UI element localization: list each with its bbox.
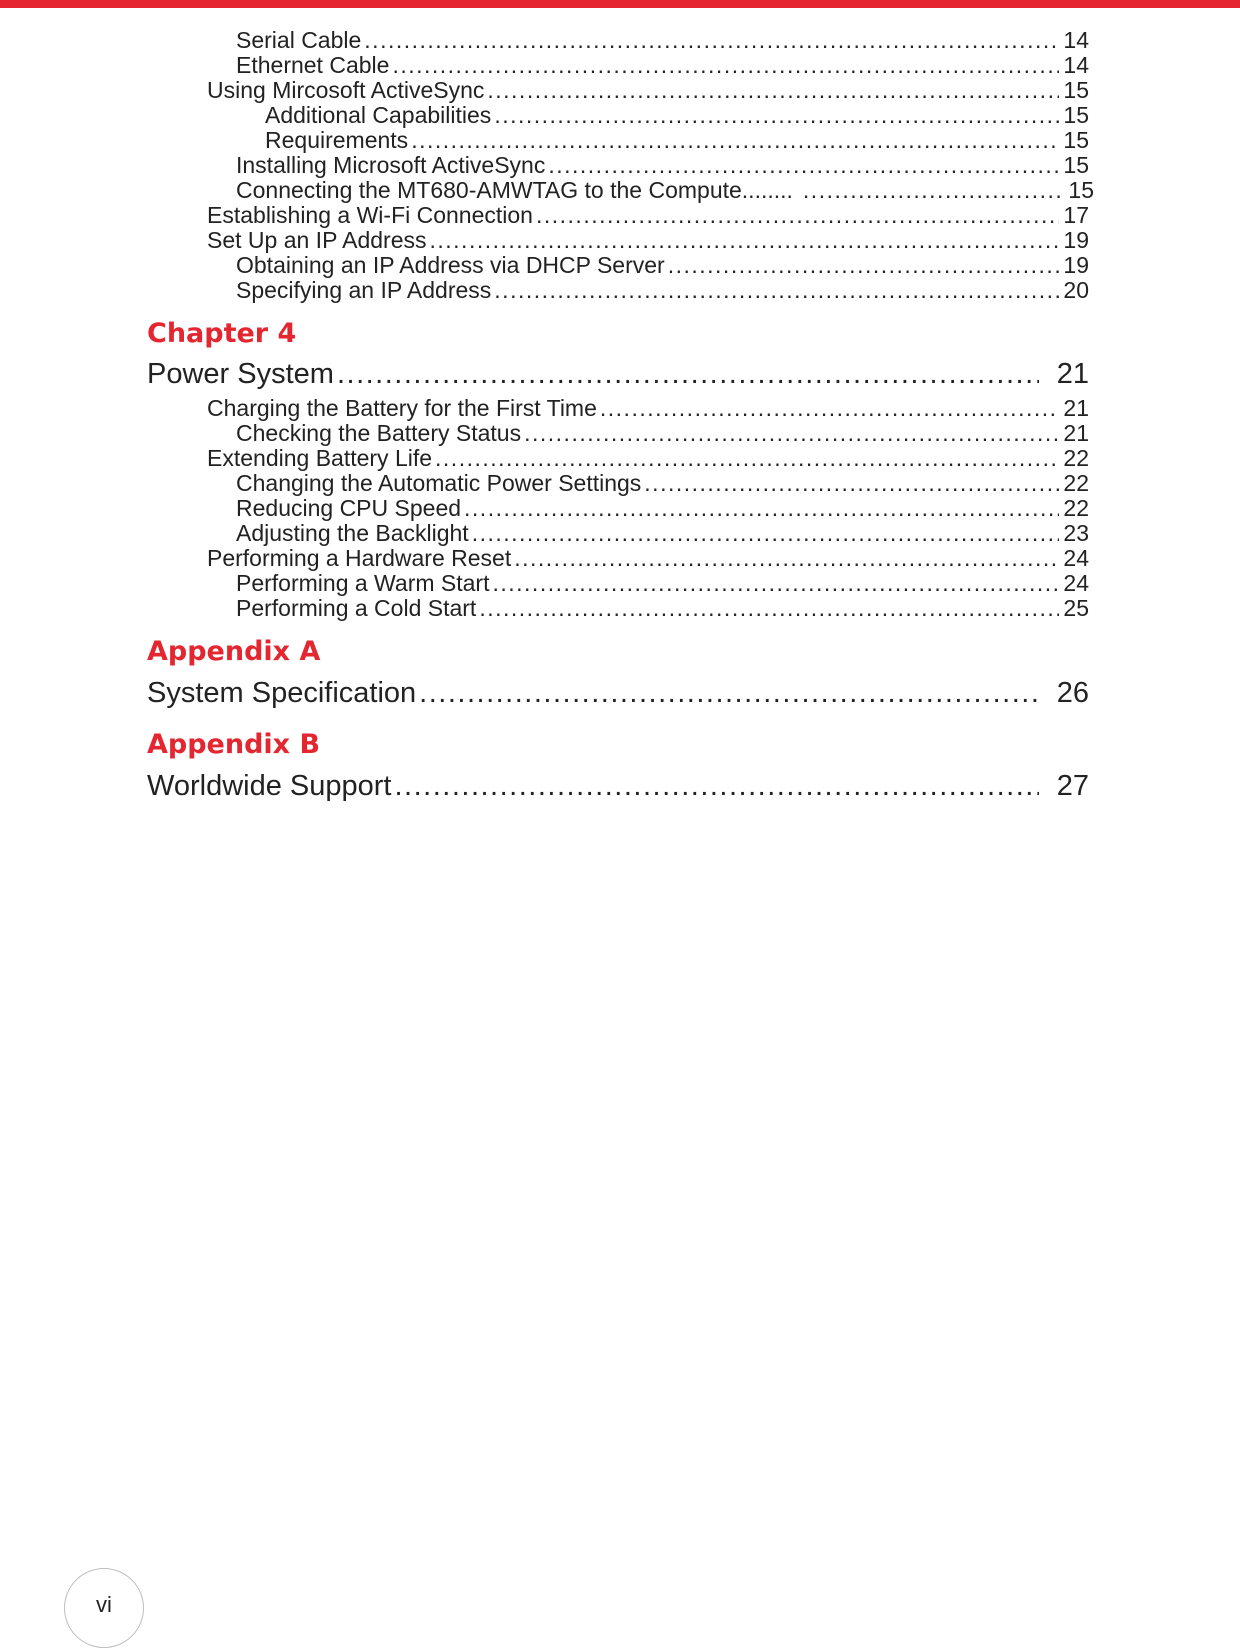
dot-leader	[492, 571, 1059, 596]
toc-entry-title: Requirements	[265, 127, 409, 153]
toc-entry-page: 19	[1063, 252, 1089, 278]
toc-chapter-page: 21	[1056, 358, 1089, 390]
toc-entry-title: Ethernet Cable	[236, 52, 390, 78]
toc-entry-title: Serial Cable	[236, 27, 362, 53]
toc-entry-using-activesync[interactable]	[207, 78, 1089, 103]
toc-entry-page: 22	[1063, 470, 1089, 496]
dot-leader	[548, 153, 1059, 178]
toc-entry-cpu-speed[interactable]	[236, 496, 1089, 521]
dot-leader	[411, 128, 1059, 153]
toc-entry-set-up-ip[interactable]	[207, 228, 1089, 253]
dot-leader	[514, 546, 1059, 571]
toc-chapter-title: Power System	[147, 358, 334, 390]
toc-appendix-page: 26	[1056, 677, 1089, 709]
toc-appendix-system-specification[interactable]	[147, 676, 1089, 710]
toc-entry-page: 23	[1063, 520, 1089, 546]
toc-entry-charging-battery[interactable]	[207, 396, 1089, 421]
dot-leader	[394, 769, 1039, 803]
toc-entry-page: 19	[1063, 227, 1089, 253]
dot-leader	[479, 596, 1059, 621]
toc-entry-page: 21	[1063, 420, 1089, 446]
toc-entry-page: 25	[1063, 595, 1089, 621]
toc-entry-specifying-ip[interactable]	[236, 278, 1089, 303]
toc-entry-page: 20	[1063, 277, 1089, 303]
toc-entry-cold-start[interactable]	[236, 596, 1089, 621]
page-number: vi	[96, 1592, 112, 1617]
toc-entry-connecting-computer[interactable]	[236, 178, 1094, 203]
toc-entry-power-settings[interactable]	[236, 471, 1089, 496]
toc-entry-page: 21	[1063, 395, 1089, 421]
toc-entry-title: Performing a Hardware Reset	[207, 545, 512, 571]
toc-entry-title: Additional Capabilities	[265, 102, 492, 128]
dot-leader	[435, 446, 1059, 471]
toc-appendix-title: System Specification	[147, 677, 417, 709]
toc-entry-title: Adjusting the Backlight	[236, 520, 469, 546]
dot-leader	[600, 396, 1060, 421]
toc-entry-backlight[interactable]	[236, 521, 1089, 546]
toc-entry-ethernet-cable[interactable]	[236, 53, 1089, 78]
toc-entry-installing-activesync[interactable]	[236, 153, 1089, 178]
dot-leader	[337, 357, 1039, 391]
toc-entry-extending-battery[interactable]	[207, 446, 1089, 471]
toc-entry-page: 14	[1063, 27, 1089, 53]
dot-leader	[803, 178, 1064, 203]
toc-appendix-worldwide-support[interactable]	[147, 769, 1089, 803]
toc-entry-title: Connecting the MT680-AMWTAG to the Compute........	[236, 177, 793, 203]
dot-leader	[487, 78, 1059, 103]
dot-leader	[419, 676, 1039, 710]
toc-entry-additional-capabilities[interactable]	[265, 103, 1089, 128]
toc-entry-page: 24	[1063, 570, 1089, 596]
toc-entry-page: 24	[1063, 545, 1089, 571]
toc-entry-title: Installing Microsoft ActiveSync	[236, 152, 546, 178]
toc-entry-wifi-connection[interactable]	[207, 203, 1089, 228]
dot-leader	[494, 278, 1059, 303]
toc-entry-title: Reducing CPU Speed	[236, 495, 462, 521]
dot-leader	[536, 203, 1059, 228]
toc-entry-page: 15	[1063, 127, 1089, 153]
dot-leader	[464, 496, 1059, 521]
toc-entry-battery-status[interactable]	[236, 421, 1089, 446]
toc-entry-title: Performing a Cold Start	[236, 595, 477, 621]
toc-entry-page: 15	[1063, 102, 1089, 128]
dot-leader	[644, 471, 1059, 496]
dot-leader	[524, 421, 1059, 446]
toc-entry-title: Charging the Battery for the First Time	[207, 395, 597, 421]
toc-chapter-power-system[interactable]	[147, 357, 1089, 391]
toc-entry-hardware-reset[interactable]	[207, 546, 1089, 571]
toc-entry-warm-start[interactable]	[236, 571, 1089, 596]
toc-entry-title: Obtaining an IP Address via DHCP Server	[236, 252, 665, 278]
toc-entry-title: Using Mircosoft ActiveSync	[207, 77, 485, 103]
dot-leader	[494, 103, 1059, 128]
toc-entry-serial-cable[interactable]	[236, 28, 1089, 53]
appendix-a-heading: Appendix A	[147, 636, 321, 667]
toc-entry-page: 15	[1068, 177, 1094, 203]
toc-entry-page: 22	[1063, 495, 1089, 521]
toc-entry-title: Performing a Warm Start	[236, 570, 490, 596]
toc-appendix-page: 27	[1056, 770, 1089, 802]
appendix-b-heading: Appendix B	[147, 729, 321, 760]
chapter-4-heading: Chapter 4	[147, 318, 297, 349]
toc-entry-title: Set Up an IP Address	[207, 227, 427, 253]
toc-appendix-title: Worldwide Support	[147, 770, 392, 802]
toc-entry-title: Specifying an IP Address	[236, 277, 492, 303]
toc-entry-page: 22	[1063, 445, 1089, 471]
dot-leader	[472, 521, 1060, 546]
toc-entry-page: 15	[1063, 77, 1089, 103]
toc-entry-dhcp[interactable]	[236, 253, 1089, 278]
dot-leader	[668, 253, 1060, 278]
toc-entry-requirements[interactable]	[265, 128, 1089, 153]
toc-entry-title: Establishing a Wi-Fi Connection	[207, 202, 533, 228]
toc-entry-title: Checking the Battery Status	[236, 420, 522, 446]
toc-entry-title: Extending Battery Life	[207, 445, 433, 471]
toc-entry-page: 14	[1063, 52, 1089, 78]
toc-entry-title: Changing the Automatic Power Settings	[236, 470, 642, 496]
dot-leader	[392, 53, 1059, 78]
toc-entry-page: 15	[1063, 152, 1089, 178]
toc-entry-page: 17	[1063, 202, 1089, 228]
dot-leader	[364, 28, 1059, 53]
dot-leader	[430, 228, 1060, 253]
